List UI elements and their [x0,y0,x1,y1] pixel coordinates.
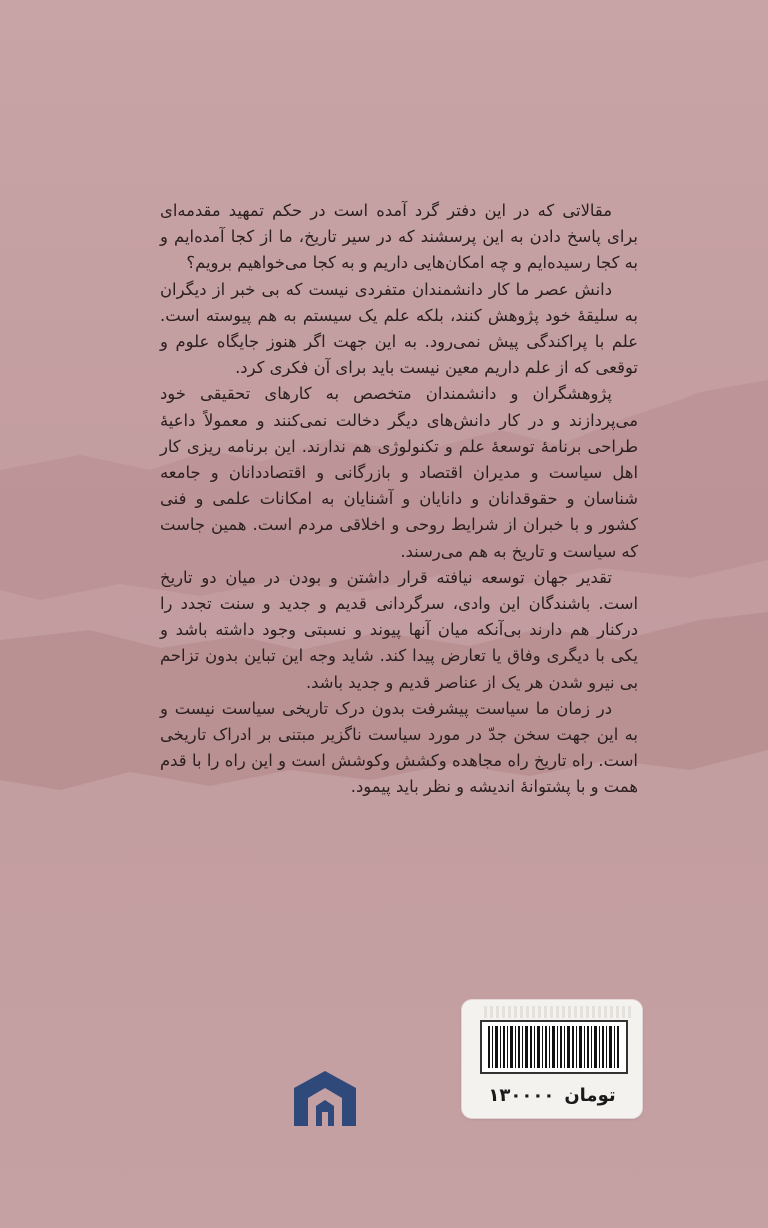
paragraph: پژوهشگران و دانشمندان متخصص به کارهای تحقیقی خود می‌پردازند و در کار دانش‌های دیگر دخالت نمی‌کنند و معمولاً داعیهٔ طراحی برنامهٔ توسعهٔ علم و تکنولوژی هم ندارند. این برنامه ریزی کار اهل سیاست و مدیران اقتصاد و بازرگانی و اقتصاددانان و جامعه شناسان و حقوقدانان و دانایان و آشنایان به امکانات علمی و فنی کشور و با خبران از شرایط روحی و اخلاقی مردم است. همین جاست که سیاست و تاریخ به هم می‌رسند. [160,384,638,561]
barcode-icon [480,1020,628,1074]
price-label [482,1078,622,1112]
price-amount: ۱۳۰۰۰۰ [488,1084,555,1106]
paragraph: تقدیر جهان توسعه نیافته قرار داشتن و بودن در میان دو تاریخ است. باشندگان این وادی، سرگردانی قدیم و جدید و سنت تجدد را درکنار هم دارند بی‌آنکه میان آنها پیوند و نسبتی وجود داشته باشد و یکی با دیگری وفاق یا تعارض پیدا کند. شاید وجه این تباین بدون تزاحم بی نیرو شدن هر یک از عناصر قدیم و جدید باشد. [160,567,638,692]
barcode-residue [484,1006,634,1018]
paragraph: دانش عصر ما کار دانشمندان متفردی نیست که بی خبر از دیگران به سلیقهٔ خود پژوهش کنند، بلکه علم یک سیستم به هم پیوسته است. علم با پراکندگی پیش نمی‌رود. به این جهت اگر هنوز جایگاه علوم و توقعی که از علم داریم معین نیست باید برای آن فکری کرد. [160,279,638,378]
publisher-logo-icon [290,1068,360,1130]
paragraph: مقالاتی که در این دفتر گرد آمده است در حکم تمهید مقدمه‌ای برای پاسخ دادن به این پرسشند که در سیر تاریخ، ما از کجا آمده‌ایم و به کجا رسیده‌ایم و چه امکان‌هایی داریم و به کجا می‌خواهیم برویم؟ [160,201,638,273]
back-cover-text [160,198,638,801]
price-sticker [462,1000,642,1118]
paragraph: در زمان ما سیاست پیشرفت بدون درک تاریخی سیاست نیست و به این جهت سخن جدّ در مورد سیاست ناگزیر مبتنی بر ادراک تاریخی است. راه تاریخ راه مجاهده وکشش وکوشش است و این راه را با قدم همت و با پشتوانهٔ اندیشه و نظر باید پیمود. [160,698,638,797]
price-currency: تومان [564,1084,616,1106]
